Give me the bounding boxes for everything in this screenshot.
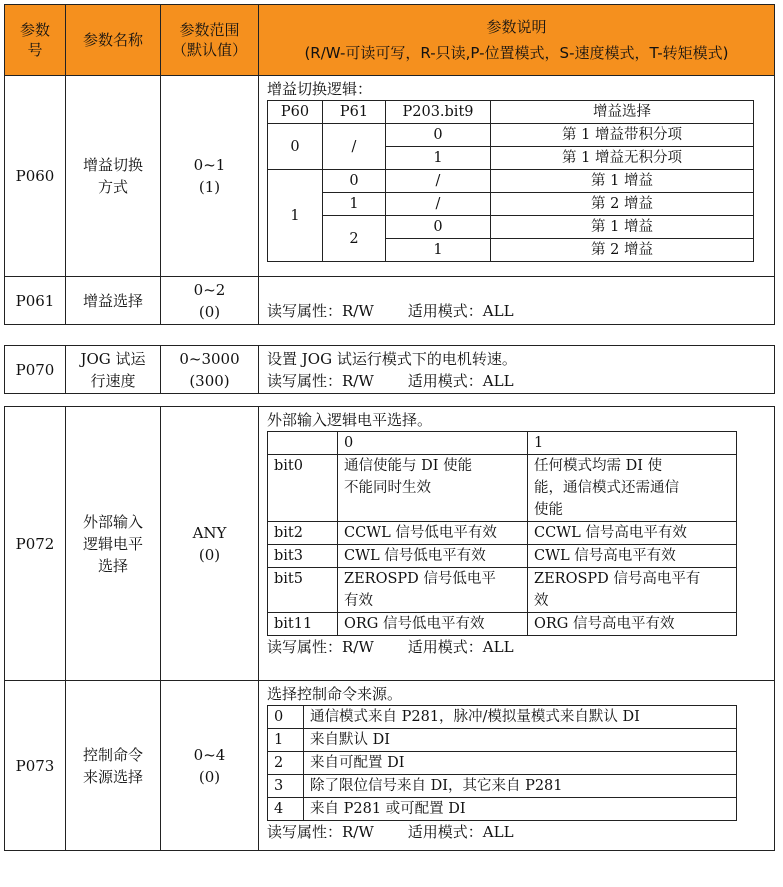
p061-range: 0~2 (0) — [161, 277, 259, 325]
p070-range: 0~3000 (300) — [161, 346, 259, 394]
logic-row-bit0: bit0 通信使能与 DI 使能 不能同时生效 任何模式均需 DI 使 能，通信模式还需通信 使能 — [268, 455, 737, 522]
p072-range: ANY (0) — [161, 407, 259, 681]
p073-no: P073 — [5, 681, 66, 851]
command-source-table — [267, 705, 737, 821]
p073-range: 0~4 (0) — [161, 681, 259, 851]
logic-level-table: 0 1 bit0 通信使能与 DI 使能 不能同时生效 任何模式均需 DI 使 能，通信模式还需通信 使能 bit2 CCWL 信号低电平有效 CCWL 信号高电平有效 bit3 CWL 信号低电平有效 CWL 信号高电平有效 bit5 ZEROSPD 信号低电平 有效 ZEROSPD 信号高电平有 效 bit11 ORG 信号低电平有效 ORG 信号高电平有效 — [267, 431, 737, 636]
p060-name: 增益切换方式 — [66, 76, 161, 277]
p061-no: P061 — [5, 277, 66, 325]
p072-name: 外部输入 逻辑电平 选择 — [66, 407, 161, 681]
p072-description: 外部输入逻辑电平选择。 0 1 bit0 通信使能与 DI 使能 不能同时生效 任何模式均需 DI 使 能，通信模式还需通信 使能 bit2 CCWL 信号低电平有效 CCWL 信号高电平有效 bit3 CWL 信号低电平有效 CWL 信号高电平有效 bit5 ZEROSPD 信号低电平 有效 ZEROSPD 信号高电平有 效 bit11 ORG 信号低电平有效 ORG 信号高电平有效 读写属性：R/W 适用模式：ALL — [259, 407, 775, 681]
p073-name: 控制命令 来源选择 — [66, 681, 161, 851]
logic-row-bit3: bit3 CWL 信号低电平有效 CWL 信号高电平有效 — [268, 545, 737, 568]
header-param-name: 参数名称 — [66, 5, 161, 76]
logic-row-bit11: bit11 ORG 信号低电平有效 ORG 信号高电平有效 — [268, 613, 737, 636]
p070-description: 设置 JOG 试运行模式下的电机转速。 读写属性：R/W 适用模式：ALL — [259, 346, 775, 394]
command-source-option: 2 来自可配置 DI — [268, 752, 737, 775]
command-source-option: 1 来自默认 DI — [268, 729, 737, 752]
param-table-3 — [4, 406, 775, 851]
command-source-option: 3 除了限位信号来自 DI，其它来自 P281 — [268, 775, 737, 798]
param-table-2 — [4, 345, 775, 394]
p070-no: P070 — [5, 346, 66, 394]
header-param-no: 参数号 — [5, 5, 66, 76]
p073-description: 选择控制命令来源。 0 通信模式来自 P281，脉冲/模拟量模式来自默认 DI 1 来自默认 DI 2 来自可配置 DI 3 除了限位信号来自 DI，其它来自 P281 4 来自 P281 或可配置 DI 读写属性：R/W 适用模式：ALL — [259, 681, 775, 851]
command-source-option: 4 来自 P281 或可配置 DI — [268, 798, 737, 821]
param-table-1 — [4, 4, 775, 325]
header-param-range: 参数范围（默认值） — [161, 5, 259, 76]
command-source-option: 0 通信模式来自 P281，脉冲/模拟量模式来自默认 DI — [268, 706, 737, 729]
p060-desc-title: 增益切换逻辑： — [267, 80, 373, 98]
p072-no: P072 — [5, 407, 66, 681]
header-param-desc: 参数说明 (R/W-可读可写，R-只读,P-位置模式，S-速度模式，T-转矩模式) — [259, 5, 775, 76]
logic-row-bit2: bit2 CCWL 信号低电平有效 CCWL 信号高电平有效 — [268, 522, 737, 545]
logic-row-bit5: bit5 ZEROSPD 信号低电平 有效 ZEROSPD 信号高电平有 效 — [268, 568, 737, 613]
p060-no: P060 — [5, 76, 66, 277]
p070-name: JOG 试运 行速度 — [66, 346, 161, 394]
p061-description: 读写属性：R/W 适用模式：ALL — [259, 277, 775, 325]
p061-name: 增益选择 — [66, 277, 161, 325]
gain-switch-table: P60 P61 P203.bit9 增益选择 0 / 0 第 1 增益带积分项 1 第 1 增益无积分项 1 0 / 第 1 增益 1 / 第 2 增益 2 0 第 1 增益 1 第 2 增益 — [267, 100, 754, 262]
p060-description — [259, 76, 775, 277]
p060-range: 0~1 (1) — [161, 76, 259, 277]
